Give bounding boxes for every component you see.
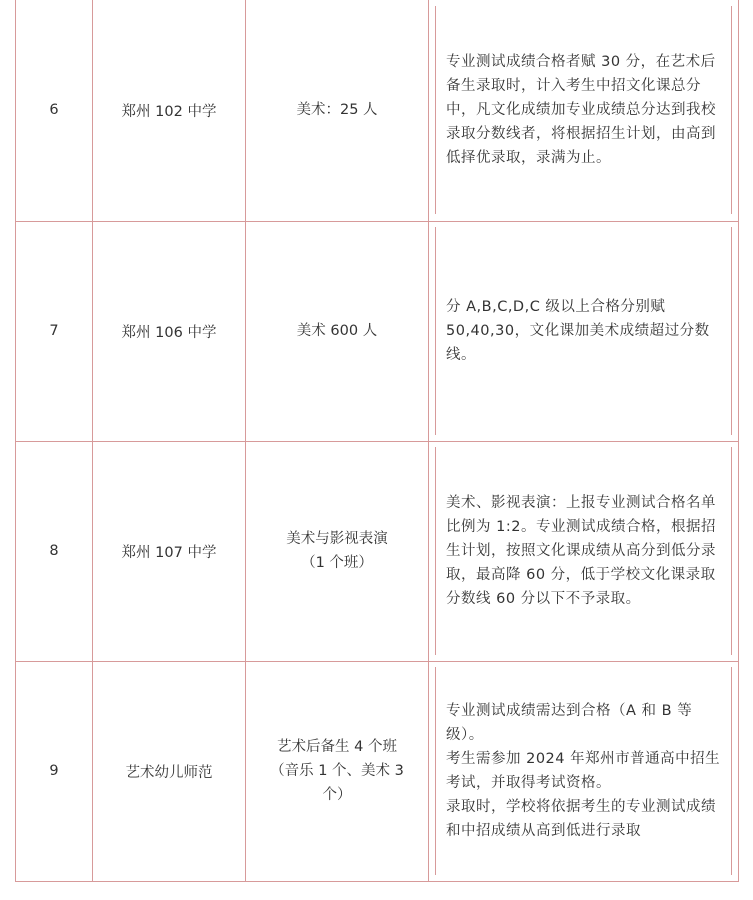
plan-line: 艺术后备生 4 个班 xyxy=(277,739,397,755)
requirement-cell xyxy=(429,0,739,221)
table-row xyxy=(16,441,739,661)
requirement-text: 专业测试成绩合格者赋 30 分，在艺术后备生录取时，计入考生中招文化课总分中，凡文化成绩加专业成绩总分达到我校录取分数线者，将根据招生计划，由高到低择优录取，录满为止。 xyxy=(446,54,716,167)
school-name: 郑州 106 中学 xyxy=(93,221,246,441)
requirement-line: 考生需参加 2024 年郑州市普通高中招生考试，并取得考试资格。 xyxy=(446,751,721,791)
row-number: 8 xyxy=(16,441,93,661)
enrollment-plan xyxy=(246,0,429,221)
plan-line: 美术与影视表演 xyxy=(286,531,388,547)
row-number: 6 xyxy=(16,0,93,221)
enrollment-plan xyxy=(246,661,429,881)
plan-line: 美术：25 人 xyxy=(296,102,378,119)
requirement-text: 美术、影视表演：上报专业测试合格名单比例为 1:2。专业测试成绩合格，根据招生计划，按照文化课成绩从高分到低分录取，最高降 60 分，低于学校文化课录取分数线 60 分以下不予录取。 xyxy=(446,495,716,607)
row-number: 9 xyxy=(16,661,93,881)
enrollment-plan xyxy=(246,221,429,441)
plan-line: （音乐 1 个、美术 3 个） xyxy=(270,763,404,803)
requirement-cell xyxy=(429,221,739,441)
admission-table xyxy=(15,0,739,882)
requirement-line: 录取时，学校将依据考生的专业测试成绩和中招成绩从高到低进行录取 xyxy=(446,799,716,839)
row-number: 7 xyxy=(16,221,93,441)
plan-line: 美术 600 人 xyxy=(296,323,378,339)
enrollment-plan xyxy=(246,441,429,661)
school-name: 郑州 102 中学 xyxy=(93,0,246,221)
table-row xyxy=(16,0,739,221)
table-row xyxy=(16,661,739,881)
requirement-text: 分 A,B,C,D,C 级以上合格分别赋 50,40,30，文化课加美术成绩超过分数线。 xyxy=(446,299,710,363)
school-name: 郑州 107 中学 xyxy=(93,441,246,661)
school-name: 艺术幼儿师范 xyxy=(93,661,246,881)
plan-line: （1 个班） xyxy=(301,555,373,571)
requirement-line: 专业测试成绩需达到合格（A 和 B 等级）。 xyxy=(446,703,693,743)
requirement-cell xyxy=(429,661,739,881)
requirement-text xyxy=(446,699,721,843)
table-row xyxy=(16,221,739,441)
requirement-cell xyxy=(429,441,739,661)
